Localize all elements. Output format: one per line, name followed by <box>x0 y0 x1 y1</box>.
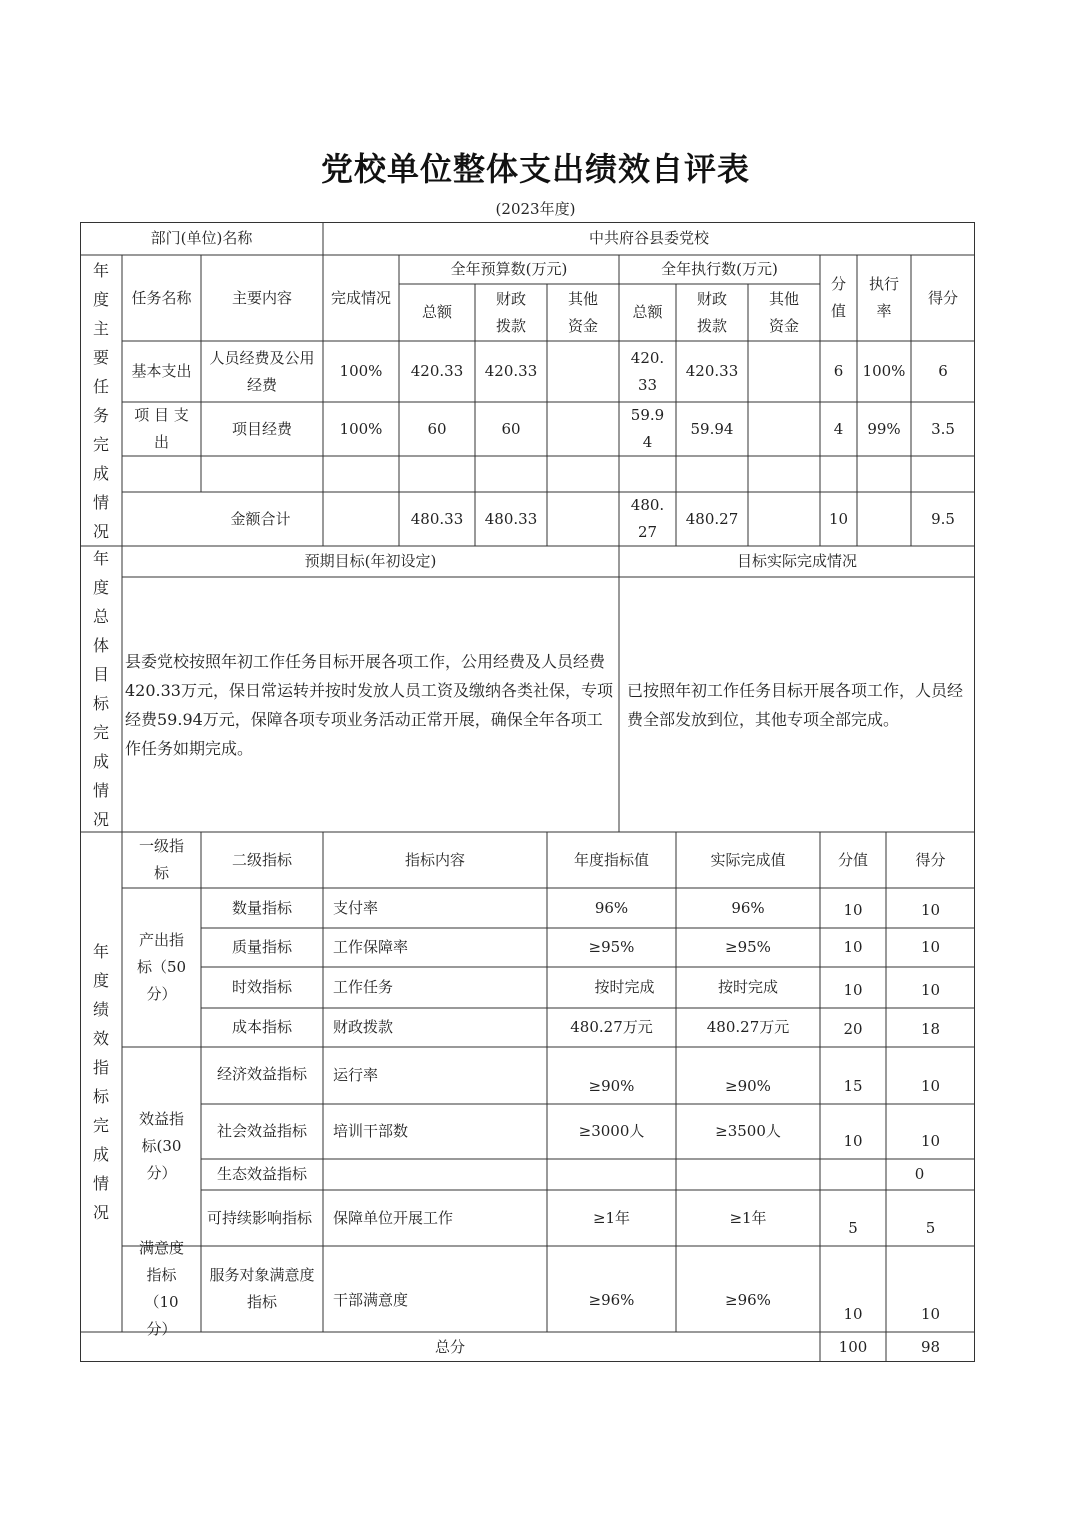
task-row-2-exec-total: 59.94 <box>630 406 665 451</box>
header-target: 年度指标值 <box>573 850 649 869</box>
indicator-social-actual: ≥3500人 <box>715 1122 781 1140</box>
indicator-cost-level2: 成本指标 <box>231 1018 292 1036</box>
total-label: 总分 <box>434 1337 465 1356</box>
indicator-economic-level2: 经济效益指标 <box>216 1065 307 1083</box>
header-budget-fiscal: 财政拨款 <box>495 289 526 335</box>
indicator-quantity-level2: 数量指标 <box>231 898 292 917</box>
task-row-1-completion: 100% <box>339 362 383 380</box>
indicator-timeliness-level2: 时效指标 <box>231 978 292 996</box>
indicator-ecological-score: 0 <box>914 1165 925 1183</box>
task-row-1-rate: 100% <box>862 362 906 380</box>
task-row-1-score: 6 <box>938 362 948 380</box>
indicator-timeliness-score: 10 <box>920 981 941 999</box>
indicator-sustainable-target: ≥1年 <box>592 1208 631 1227</box>
sum-exec-total: 480.27 <box>630 496 665 541</box>
page-title: 党校单位整体支出绩效自评表 <box>320 150 750 188</box>
task-row-1-exec-total: 420.33 <box>630 348 665 394</box>
indicator-quality-target: ≥95% <box>588 938 635 956</box>
task-row-2-name: 项 目 支出 <box>134 406 189 451</box>
header-level1: 一级指标 <box>138 837 184 882</box>
task-row-2-value: 4 <box>833 419 844 438</box>
task-row-2-rate: 99% <box>867 419 901 438</box>
actual-goal-text: 已按照年初工作任务目标开展各项工作，人员经费全部发放到位，其他专项全部完成。 <box>627 680 964 729</box>
indicator-timeliness-content: 工作任务 <box>333 978 394 996</box>
report-year: (2023年度) <box>495 200 576 218</box>
indicator-sustainable-level2: 可持续影响指标 <box>207 1208 313 1227</box>
indicator-satisfaction-content: 干部满意度 <box>333 1290 409 1309</box>
indicator-quality-actual: ≥95% <box>725 938 771 956</box>
header-score: 得分 <box>927 288 958 307</box>
tasks-section-label: 年度主要任务完成情况 <box>92 260 109 541</box>
task-row-2-exec-other <box>748 402 820 456</box>
indicator-quantity-actual: 96% <box>731 898 765 917</box>
indicator-quantity-content: 支付率 <box>333 898 379 917</box>
header-indicator-content: 指标内容 <box>404 850 465 869</box>
indicator-economic-score: 10 <box>920 1077 941 1095</box>
indicator-economic-value: 15 <box>843 1077 863 1095</box>
task-row-1-exec-fiscal: 420.33 <box>685 362 739 380</box>
sum-value: 10 <box>828 509 849 528</box>
task-row-1-name: 基本支出 <box>131 362 192 380</box>
header-score-2: 得分 <box>915 850 946 869</box>
group-satisfaction-label: 满意度指标（10分） <box>138 1239 184 1338</box>
indicator-economic-target: ≥90% <box>588 1077 635 1095</box>
header-completion: 完成情况 <box>331 288 392 307</box>
task-row-1-content: 人员经费及公用经费 <box>209 348 315 394</box>
indicator-cost-content: 财政拨款 <box>333 1018 394 1036</box>
task-row-2-budget-other <box>547 402 619 456</box>
indicator-quality-level2: 质量指标 <box>231 938 292 956</box>
header-exec-other: 其他资金 <box>768 289 799 335</box>
indicator-satisfaction-value: 10 <box>843 1305 863 1323</box>
task-row-2-exec-fiscal: 59.94 <box>690 419 734 438</box>
header-budget-other: 其他资金 <box>567 289 598 335</box>
task-row-1-budget-fiscal: 420.33 <box>484 362 538 380</box>
indicator-timeliness-value: 10 <box>843 981 863 999</box>
indicator-cost-value: 20 <box>843 1020 863 1038</box>
indicator-quantity-score: 10 <box>920 901 941 919</box>
task-row-2-score: 3.5 <box>931 419 955 438</box>
indicator-ecological-level2: 生态效益指标 <box>216 1165 307 1183</box>
indicator-sustainable-score: 5 <box>925 1219 936 1237</box>
indicator-sustainable-value: 5 <box>848 1219 858 1237</box>
sum-exec-fiscal: 480.27 <box>685 509 739 528</box>
indicator-cost-target: 480.27万元 <box>570 1018 653 1036</box>
task-row-1-budget-other <box>547 341 619 402</box>
task-row-2-budget-fiscal: 60 <box>501 419 521 438</box>
goals-section-label: 年度总体目标完成情况 <box>92 549 109 829</box>
indicator-social-score: 10 <box>920 1132 941 1150</box>
indicator-timeliness-actual: 按时完成 <box>717 978 778 996</box>
indicators-section-label: 年度绩效指标完成情况 <box>92 942 109 1222</box>
task-row-1-exec-other <box>748 341 820 402</box>
indicator-social-value: 10 <box>843 1132 863 1150</box>
actual-goal-header: 目标实际完成情况 <box>736 552 857 570</box>
indicator-quantity-target: 96% <box>594 898 629 917</box>
indicator-economic-actual: ≥90% <box>725 1077 771 1095</box>
indicator-cost-score: 18 <box>920 1020 941 1038</box>
indicator-sustainable-actual: ≥1年 <box>729 1208 767 1227</box>
dept-label: 部门(单位)名称 <box>150 229 253 247</box>
sum-budget-fiscal: 480.33 <box>484 509 538 528</box>
indicator-satisfaction-level2: 服务对象满意度指标 <box>209 1266 315 1311</box>
header-budget-group: 全年预算数(万元) <box>450 260 568 278</box>
indicator-quantity-value: 10 <box>843 901 863 919</box>
indicator-timeliness-target: 按时完成 <box>594 978 655 996</box>
header-score-value: 分值 <box>830 275 846 320</box>
task-row-1-value: 6 <box>833 362 844 380</box>
group-benefit-label: 效益指标(30分） <box>138 1110 184 1182</box>
header-level2: 二级指标 <box>231 850 292 869</box>
indicator-quality-content: 工作保障率 <box>333 938 409 956</box>
sum-budget-total: 480.33 <box>410 509 464 528</box>
total-score: 98 <box>920 1337 941 1356</box>
sum-score: 9.5 <box>931 509 955 528</box>
header-exec-rate: 执行率 <box>868 275 899 320</box>
total-value: 100 <box>838 1337 868 1356</box>
task-row-1-budget-total: 420.33 <box>410 362 464 380</box>
sum-label: 金额合计 <box>230 509 291 528</box>
header-main-content: 主要内容 <box>231 288 292 307</box>
evaluation-table <box>80 222 975 1362</box>
header-value: 分值 <box>837 850 868 869</box>
indicator-quality-score: 10 <box>920 938 941 956</box>
header-exec-total: 总额 <box>632 303 663 321</box>
header-actual: 实际完成值 <box>710 850 786 869</box>
indicator-social-target: ≥3000人 <box>578 1122 645 1140</box>
indicator-economic-content: 运行率 <box>333 1066 379 1084</box>
indicator-quality-value: 10 <box>843 938 863 956</box>
header-budget-total: 总额 <box>421 303 452 321</box>
indicator-satisfaction-actual: ≥96% <box>725 1290 771 1309</box>
group-output-label: 产出指标（50分） <box>136 931 187 1003</box>
expected-goal-header: 预期目标(年初设定) <box>304 552 437 570</box>
header-task-name: 任务名称 <box>131 288 192 307</box>
indicator-satisfaction-score: 10 <box>920 1305 941 1323</box>
task-row-2-completion: 100% <box>339 419 383 438</box>
indicator-cost-actual: 480.27万元 <box>706 1018 790 1036</box>
dept-value: 中共府谷县委党校 <box>588 229 709 247</box>
header-exec-fiscal: 财政拨款 <box>696 289 727 335</box>
expected-goal-text: 县委党校按照年初工作任务目标开展各项工作，公用经费及人员经费420.33万元，保日常运转并按时发放人员工资及缴纳各类社保，专项经费59.94万元，保障各项专项业务活动正常开展，确保全年各项工作任务如期完成。 <box>125 651 613 758</box>
indicator-sustainable-content: 保障单位开展工作 <box>333 1208 454 1227</box>
indicator-social-content: 培训干部数 <box>333 1122 409 1140</box>
indicator-satisfaction-target: ≥96% <box>588 1290 635 1309</box>
task-row-2-content: 项目经费 <box>231 419 292 438</box>
indicator-social-level2: 社会效益指标 <box>216 1122 307 1140</box>
header-exec-group: 全年执行数(万元) <box>661 260 778 278</box>
task-row-2-budget-total: 60 <box>427 419 447 438</box>
